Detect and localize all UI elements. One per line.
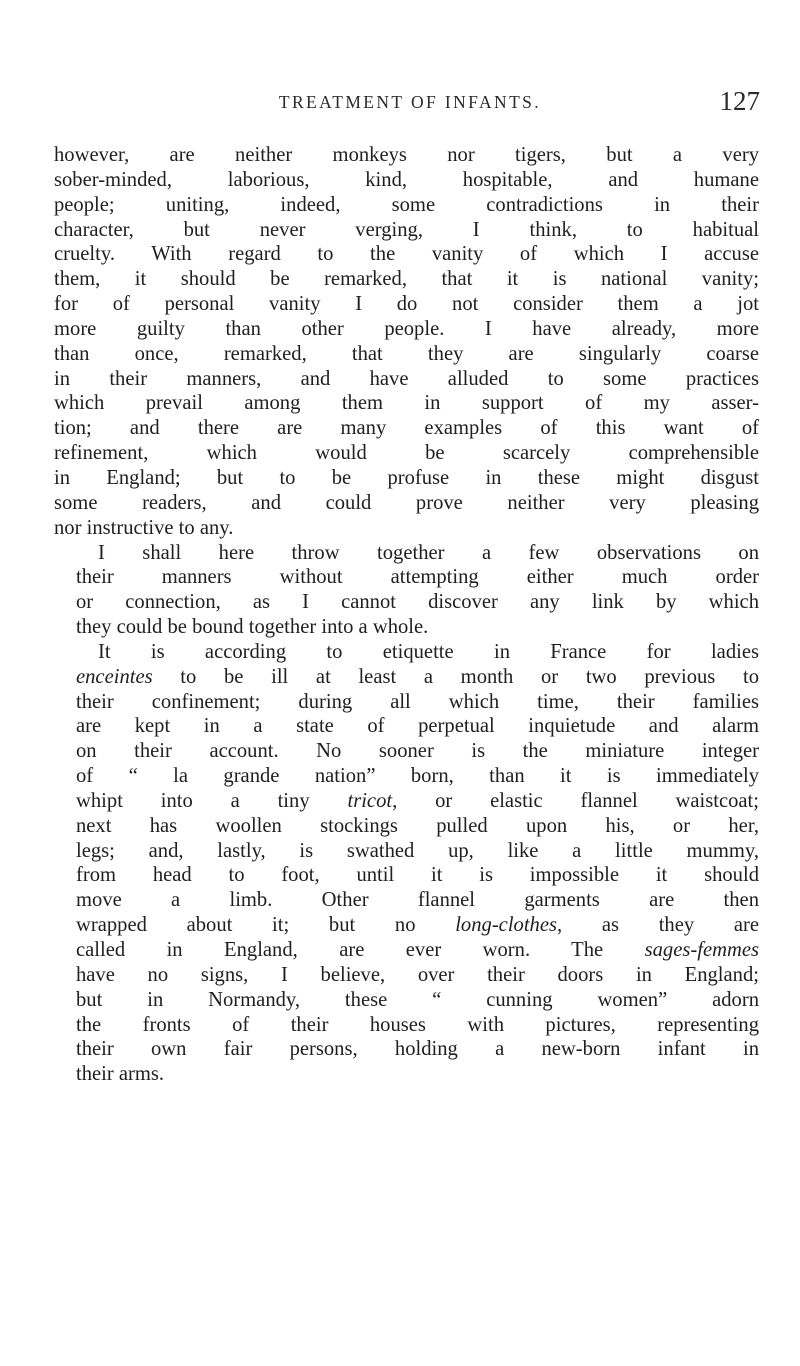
text-line: them, it should be remarked, that it is national vanity; [54, 268, 759, 291]
text-line: from head to foot, until it is impossible it should [76, 864, 759, 887]
text-line: whipt into a tiny tricot, or elastic flannel waistcoat; [76, 789, 760, 812]
text-line: character, but never verging, I think, to habitual [54, 218, 759, 241]
text-line: in England; but to be profuse in these might disgust [54, 466, 759, 489]
text-line: legs; and, lastly, is swathed up, like a little mummy, [76, 839, 759, 862]
text-line: sober-minded, laborious, kind, hospitable, and humane [54, 168, 759, 191]
text-line: more guilty than other people. I have already, more [54, 317, 759, 340]
body-text [54, 143, 759, 1087]
paragraph-1 [54, 143, 759, 541]
text-line: in their manners, and have alluded to some practices [54, 367, 759, 390]
text-line: have no signs, I believe, over their doors in England; [76, 963, 759, 986]
text-line: I shall here throw together a few observations on [98, 541, 759, 564]
text-line: their manners without attempting either much order [76, 566, 759, 589]
text-line: but in Normandy, these “ cunning women” adorn [76, 988, 759, 1011]
paragraph-2 [54, 541, 759, 640]
text-line: their confinement; during all which time, their families [76, 690, 759, 713]
text-line: for of personal vanity I do not consider them a jot [54, 293, 759, 316]
text-line: It is according to etiquette in France for ladies [98, 640, 759, 663]
text-line: of “ la grande nation” born, than it is immediately [76, 765, 759, 788]
page-number: 127 [719, 86, 760, 116]
paragraph-3 [54, 640, 759, 1087]
text-line: the fronts of their houses with pictures, representing [76, 1013, 759, 1036]
text-line: enceintes to be ill at least a month or two previous to [76, 665, 759, 688]
text-line: refinement, which would be scarcely comprehensible [54, 442, 759, 465]
text-line: tion; and there are many examples of this want of [54, 417, 759, 440]
running-title: TREATMENT OF INFANTS. [278, 92, 542, 112]
text-line: on their account. No sooner is the miniature integer [76, 740, 759, 763]
text-line: are kept in a state of perpetual inquietude and alarm [76, 715, 759, 738]
text-line: their own fair persons, holding a new-born infant in [76, 1038, 759, 1061]
text-line: however, are neither monkeys nor tigers, but a very [54, 144, 759, 166]
text-line: people; uniting, indeed, some contradictions in their [54, 193, 759, 216]
text-line: which prevail among them in support of my asser- [54, 392, 759, 415]
text-line: cruelty. With regard to the vanity of which I accuse [54, 243, 759, 266]
text-line: called in England, are ever worn. The sages-femmes [76, 939, 759, 961]
running-head [60, 86, 760, 126]
text-line: they could be bound together into a whole. [76, 616, 429, 639]
text-line: move a limb. Other flannel garments are then [76, 889, 759, 912]
text-line: nor instructive to any. [54, 516, 234, 539]
text-line: their arms. [76, 1063, 165, 1086]
text-line: or connection, as I cannot discover any link by which [76, 591, 759, 614]
text-line: next has woollen stockings pulled upon his, or her, [76, 814, 759, 837]
text-line: than once, remarked, that they are singularly coarse [54, 342, 759, 365]
text-line: some readers, and could prove neither very pleasing [54, 491, 759, 514]
text-line: wrapped about it; but no long-clothes, as they are [76, 914, 759, 937]
